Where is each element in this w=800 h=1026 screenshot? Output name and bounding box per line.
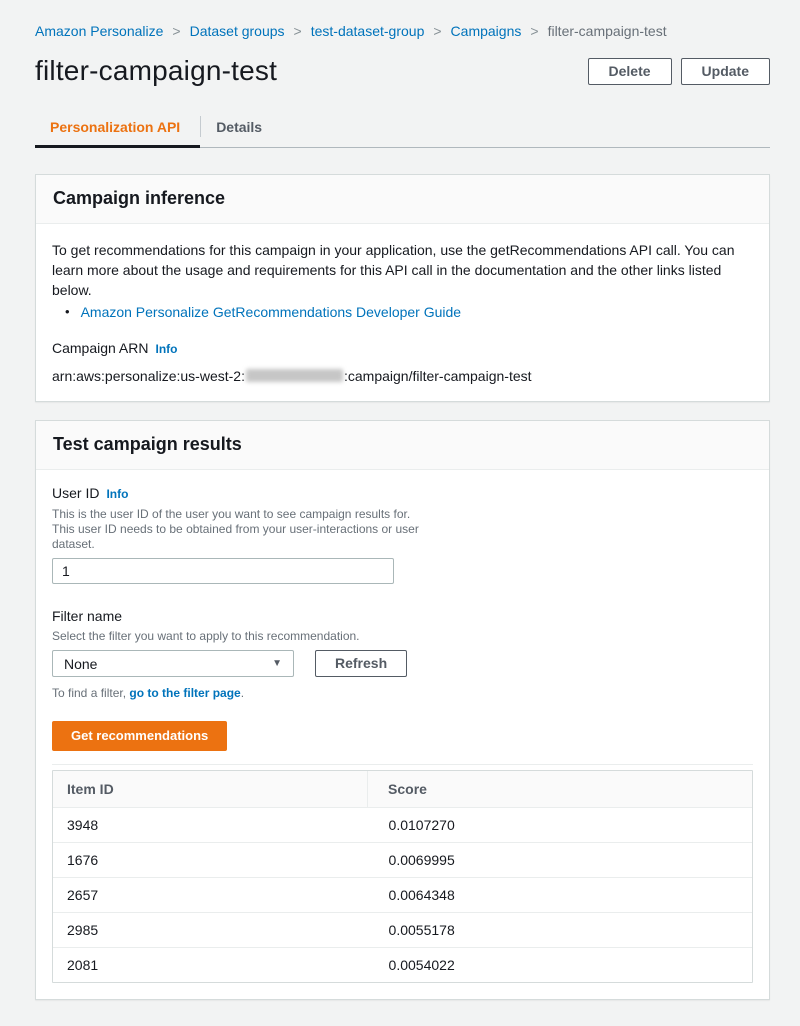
table-row <box>53 912 752 947</box>
update-button[interactable]: Update <box>681 58 770 85</box>
results-table-head <box>53 771 752 807</box>
column-header-score: Score <box>368 771 752 807</box>
tab-bar <box>35 112 770 148</box>
filter-select-row <box>52 650 753 677</box>
test-campaign-card <box>35 420 770 1000</box>
bullet-icon: • <box>65 304 70 319</box>
campaign-inference-description: To get recommendations for this campaign in your application, use the getRecommendations API call. You can learn more about the usage and requirements for this API call in the documentation and the other links listed below. <box>52 242 735 298</box>
results-table <box>52 770 753 983</box>
breadcrumb-link-test-dataset-group[interactable]: test-dataset-group <box>310 23 425 39</box>
tab-details[interactable]: Details <box>216 119 263 135</box>
item-id-cell: 2985 <box>53 912 368 947</box>
developer-guide-link[interactable]: Amazon Personalize GetRecommendations Developer Guide <box>80 304 462 320</box>
user-id-info-link[interactable]: Info <box>106 487 129 501</box>
redacted-account-id <box>246 369 343 382</box>
filter-page-link[interactable]: go to the filter page <box>129 686 241 700</box>
breadcrumb-current: filter-campaign-test <box>547 23 667 39</box>
score-cell: 0.0055178 <box>368 912 752 947</box>
breadcrumb-separator: > <box>530 23 539 39</box>
item-id-cell: 2657 <box>53 877 368 912</box>
refresh-button[interactable]: Refresh <box>315 650 407 677</box>
filter-select[interactable] <box>52 650 294 677</box>
test-campaign-title: Test campaign results <box>53 434 242 454</box>
arn-suffix: :campaign/filter-campaign-test <box>343 368 532 384</box>
column-header-item-id: Item ID <box>53 771 368 807</box>
breadcrumb <box>35 22 770 40</box>
delete-button[interactable]: Delete <box>588 58 672 85</box>
table-row <box>53 877 752 912</box>
filter-helper-suffix: . <box>240 686 245 700</box>
breadcrumb-separator: > <box>433 23 442 39</box>
chevron-down-icon: ▼ <box>272 658 282 669</box>
results-table-body <box>53 807 752 982</box>
user-id-input[interactable] <box>52 558 394 584</box>
item-id-cell: 3948 <box>53 807 368 842</box>
section-divider <box>52 764 753 765</box>
page-title: filter-campaign-test <box>35 55 278 86</box>
table-row <box>53 842 752 877</box>
results-header-row <box>53 771 752 807</box>
header-actions <box>588 58 770 85</box>
score-cell: 0.0064348 <box>368 877 752 912</box>
user-id-label: User ID <box>52 485 100 501</box>
filter-helper-prefix: To find a filter, <box>52 686 130 700</box>
breadcrumb-link-dataset-groups[interactable]: Dataset groups <box>189 23 285 39</box>
test-campaign-body <box>36 470 769 999</box>
breadcrumb-separator: > <box>293 23 302 39</box>
campaign-inference-title: Campaign inference <box>53 188 226 208</box>
campaign-inference-card <box>35 174 770 402</box>
filter-helper <box>52 686 753 700</box>
filter-group <box>52 607 753 700</box>
filter-description: Select the filter you want to apply to this recommendation. <box>52 629 360 643</box>
doc-link-row <box>52 302 753 322</box>
campaign-inference-header <box>36 175 769 224</box>
filter-name-label: Filter name <box>52 608 123 624</box>
campaign-arn-value <box>52 367 753 385</box>
table-row <box>53 947 752 982</box>
table-row <box>53 807 752 842</box>
score-cell: 0.0069995 <box>368 842 752 877</box>
campaign-arn-label: Campaign ARN <box>52 340 149 356</box>
page-header <box>35 55 770 87</box>
filter-selected-value: None <box>64 655 98 672</box>
arn-prefix: arn:aws:personalize:us-west-2: <box>52 368 245 384</box>
breadcrumb-link-amazon-personalize[interactable]: Amazon Personalize <box>35 23 164 39</box>
get-recommendations-button[interactable]: Get recommendations <box>52 721 227 751</box>
item-id-cell: 2081 <box>53 947 368 982</box>
test-campaign-header <box>36 421 769 470</box>
campaign-arn-info-link[interactable]: Info <box>155 342 178 356</box>
campaign-inference-body <box>36 224 769 401</box>
breadcrumb-link-campaigns[interactable]: Campaigns <box>450 23 522 39</box>
score-cell: 0.0107270 <box>368 807 752 842</box>
tab-personalization-api[interactable]: Personalization API <box>35 112 200 147</box>
campaign-arn-label-row <box>52 339 753 358</box>
user-id-description: This is the user ID of the user you want to see campaign results for. This user ID needs to be obtained from your user-interactions or user dataset. <box>52 507 419 551</box>
user-id-label-row <box>52 484 753 503</box>
breadcrumb-separator: > <box>172 23 181 39</box>
item-id-cell: 1676 <box>53 842 368 877</box>
score-cell: 0.0054022 <box>368 947 752 982</box>
